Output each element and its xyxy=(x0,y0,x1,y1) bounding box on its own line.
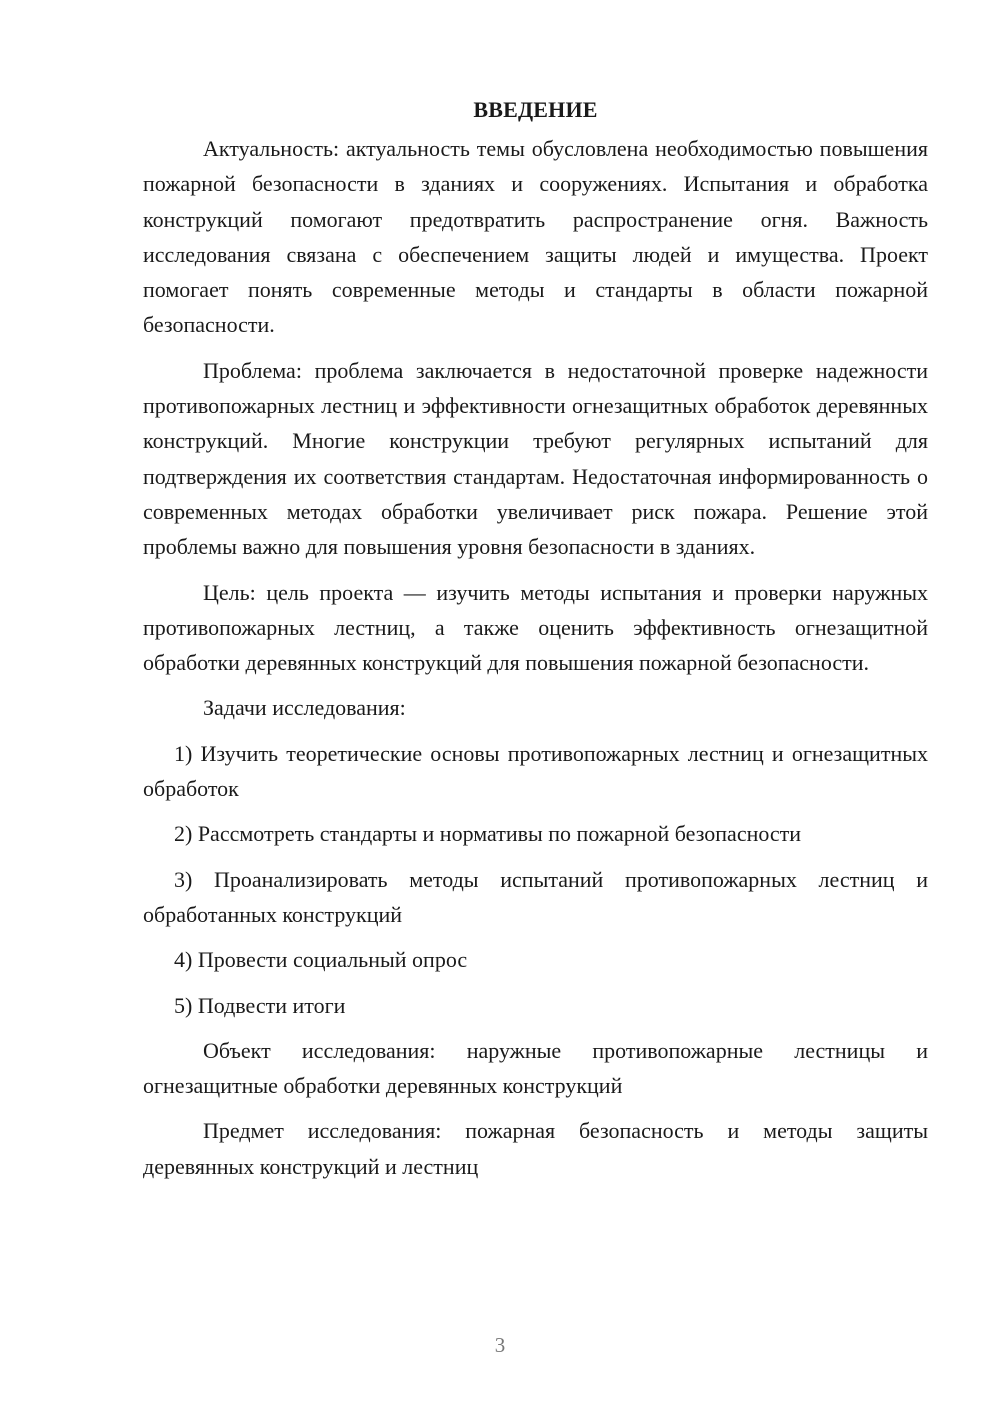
relevance-paragraph: Актуальность: актуальность темы обусловлена необходимостью повышения пожарной безопасности в зданиях и сооружениях. Испытания и обработка конструкций помогают предотвратить распространение огня. Важность исследования связана с обеспечением защиты людей и имущества. Проект помогает понять современные методы и стандарты в области пожарной безопасности. xyxy=(143,136,928,338)
document-page xyxy=(143,92,928,1194)
tasks-title: Задачи исследования: xyxy=(203,695,406,721)
task-item-4: 4) Провести социальный опрос xyxy=(174,947,468,973)
task-item-2: 2) Рассмотреть стандарты и нормативы по пожарной безопасности xyxy=(174,821,802,847)
goal-paragraph: Цель: цель проекта — изучить методы испытания и проверки наружных противопожарных лестниц, а также оценить эффективность огнезащитной обработки деревянных конструкций для повышения пожарной безопасности. xyxy=(143,579,928,676)
subject-paragraph: Предмет исследования: пожарная безопасность и методы защиты деревянных конструкций и лестниц xyxy=(143,1118,928,1179)
object-paragraph: Объект исследования: наружные противопожарные лестницы и огнезащитные обработки деревянных конструкций xyxy=(143,1037,928,1099)
task-item-5: 5) Подвести итоги xyxy=(174,992,346,1018)
section-heading: ВВЕДЕНИЕ xyxy=(473,97,598,122)
problem-paragraph: Проблема: проблема заключается в недостаточной проверке надежности противопожарных лестниц и эффективности огнезащитных обработок деревянных конструкций. Многие конструкции требуют регулярных испытаний для подтверждения их соответствия стандартам. Недостаточная информированность о современных методах обработки увеличивает риск пожара. Решение этой проблемы важно для повышения уровня безопасности в зданиях. xyxy=(143,357,928,560)
task-item-1: 1) Изучить теоретические основы противопожарных лестниц и огнезащитных обработок xyxy=(143,740,928,802)
page-number: 3 xyxy=(494,1333,506,1357)
task-item-3: 3) Проанализировать методы испытаний противопожарных лестниц и обработанных конструкций xyxy=(143,866,928,927)
